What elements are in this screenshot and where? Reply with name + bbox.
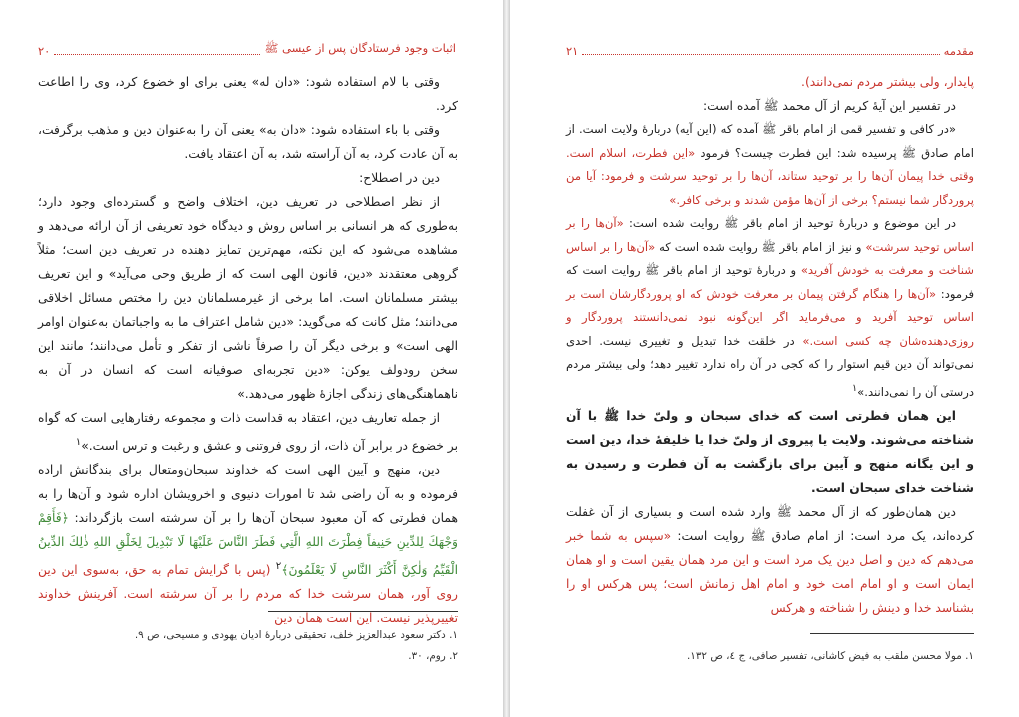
paragraph: [38, 406, 458, 458]
hadith-text: «در کافی و تفسیر قمی از امام باقر ﷺ آمده که (این آیه) دربارهٔ ولایت است. از امام صادق ﷺ پرسیده شد: این فطرت چیست؟ فرمود: [566, 122, 974, 160]
paragraph-text: دین، منهج و آیین الهی است که خداوند سبحان‌ومتعال برای بندگانش اراده فرموده و به آن راضی شد تا امورات دنیوی و اخرویشان اداره شود و آن‌ها را به همان فطرتی که آن معبود سبحان آن‌ها را بر آن سرشته است بازگرداند:: [38, 463, 458, 526]
hadith-highlight: «این فطرت، اسلام است. وقتی خدا پیمان آن‌ها را بر توحید ستاند، آن‌ها را بر توحید سرشت و فرمود: آیا من پروردگار شما نیستم؟ برخی از آن‌ها مؤمن شدند و برخی کافر.»: [566, 145, 974, 207]
paragraph: [566, 500, 974, 620]
quran-verse: ﴿فَأَقِمْ وَجْهَكَ لِلدِّينِ حَنِيفاً فِطْرَتَ اللهِ الَّتِي فَطَرَ النَّاسَ عَلَيْهَا لَا تَبْدِيلَ لِخَلْقِ اللهِ ذٰلِكَ الدِّينُ الْقَيِّمُ وَلٰكِنَّ أَكْثَرَ النَّاسِ لَا يَعْلَمُونَ﴾: [38, 511, 458, 578]
paragraph: در تفسیر این آیهٔ کریم از آل محمد ﷺ آمده است:: [703, 99, 956, 113]
paragraph-text: دین همان‌طور که از آل محمد ﷺ وارد شده است و بسیاری از آن غفلت کرده‌اند، یک مرد است: از امام صادق ﷺ روایت است:: [566, 504, 974, 543]
quoted-hadith: [566, 212, 974, 404]
continued-translation: پایدار، ولی بیشتر مردم نمی‌دانند).: [801, 75, 974, 89]
right-footnotes: [566, 646, 974, 667]
left-page-header: [38, 40, 456, 58]
verse-translation: (پس با گرایش تمام به حق، به‌سوی این دین روی آور، همان سرشت خدا که مردم را بر آن سرشته است. آفرینش خداوند تغییرپذیر نیست. این است همان دین: [38, 563, 458, 626]
header-dotted-leader: [54, 54, 260, 55]
footnote: ۱. مولا محسن ملقب به فیض کاشانی، تفسیر صافی، ج ٤، ص ۱۳۲.: [686, 650, 974, 662]
right-page: [510, 0, 1019, 717]
paragraph: وقتی با باء استفاده شود: «دان به» یعنی آن را به‌عنوان دین و مذهب برگرفت، به آن عادت کرد، به آن آراسته شد، به آن اعتقاد یافت.: [38, 123, 458, 161]
left-page-body: [38, 70, 458, 630]
footnote-separator: [268, 611, 458, 612]
hadith-text: در این موضوع و دربارهٔ توحید از امام باقر ﷺ روایت شده است:: [629, 216, 956, 230]
left-page-number: ۲۰: [38, 44, 51, 58]
book-spine: [503, 0, 510, 717]
footnote: ۲. روم، ۳۰.: [408, 650, 458, 662]
quoted-hadith: [566, 118, 974, 212]
paragraph: وقتی با لام استفاده شود: «دان له» یعنی برای او خضوع کرد، وی را اطاعت کرد.: [38, 75, 458, 113]
footnote-ref: ۱: [851, 382, 858, 394]
left-page-running-title: اثبات وجود فرستادگان پس از عیسی ﷺ: [264, 41, 456, 55]
footnote-separator: [810, 633, 974, 634]
paragraph: [38, 458, 458, 630]
left-footnotes: [38, 625, 458, 667]
emphasis-paragraph: این همان فطرتی است که خدای سبحان و ولیّ خدا ﷺ با آن شناخته می‌شوند. ولایت یا پیروی از ولیّ خدا یا خلیفهٔ خدا، دین است و این یگانه منهج و آیین برای بازگشت به آن فطرت و رسیدن به شناخت خدای سبحان است.: [566, 408, 974, 495]
hadith-highlight: «آن‌ها را بر اساس توحید سرشت»: [566, 216, 974, 254]
footnote: ۱. دکتر سعود عبدالعزیز خلف، تحقیقی دربارهٔ ادیان یهودی و مسیحی، ص ۹.: [134, 629, 458, 641]
hadith-text: در خلقت خدا تبدیل و تغییری نیست. احدی نمی‌تواند آن دین قیم استوار را که کجی در آن راه ندارد تغییر دهد؛ ولی بیشتر مردم درستی آن را نمی‌دانند.»: [566, 333, 974, 399]
header-dotted-leader: [582, 54, 939, 55]
hadith-highlight: «آن‌ها را بر اساس شناخت و معرفت به خودش آفرید»: [566, 239, 974, 277]
footnote-ref: ۱: [75, 436, 82, 448]
footnote-ref: ۲: [275, 560, 282, 573]
right-page-number: ۲۱: [566, 44, 579, 58]
paragraph: از نظر اصطلاحی در تعریف دین، اختلاف واضح و گسترده‌ای وجود دارد؛ به‌طوری که هر انسانی بر اساس روش و دیدگاه خود تعریفی از آن ارائه می‌دهد و مشاهده می‌شود که این نکته، مهم‌ترین تمایز دهنده در تعریف دین است؛ مثلاً گروهی معتقدند «دین، قانون الهی است که از طریق وحی می‌آید» و این تعریف بیشتر مسلمانان است. اما برخی از غیرمسلمانان دین را مختص مسائل اخلاقی می‌دانند؛ مثل کانت که می‌گوید: «دین شامل اعتراف ما به واجباتمان به‌عنوان اوامر الهی است» و برخی دیگر آن را صرفاً ناشی از تفکر و تأمل می‌دانند؛ مانند این سخن رودولف یوکن: «دین تجربه‌ای صوفیانه است که انسان در آن به ناهماهنگی‌های زندگی اجازهٔ ظهور می‌دهد.»: [38, 195, 458, 401]
hadith-highlight: «سپس به شما خبر می‌دهم که دین و اصل دین یک مرد است و این مرد همان یقین است و او همان ایمان است و او امام امت خود و امام اهل زمانش است؛ پس هرکس او را بشناسد خدا و دینش را شناخته و هرکس: [566, 528, 974, 615]
right-page-body: [566, 70, 974, 620]
right-page-header: [566, 40, 974, 58]
hadith-highlight: «آن‌ها را هنگام گرفتن پیمان بر معرفت خودش که او پروردگارشان است بر اساس توحید آفرید و می‌فرماید اگر این‌گونه نبود نمی‌دانستند پروردگار و روزی‌دهنده‌شان چه کسی است.»: [566, 286, 974, 348]
left-page: [0, 0, 503, 717]
paragraph-text: از جمله تعاریف دین، اعتقاد به قداست ذات و مجموعه رفتارهایی است که گواه بر خضوع در برابر آن ذات، از روی فروتنی و عشق و رغبت و ترس است.»: [38, 411, 458, 454]
hadith-text: و دربارهٔ توحید از امام باقر ﷺ روایت است که فرمود:: [566, 263, 975, 301]
section-heading: دین در اصطلاح:: [359, 171, 440, 185]
hadith-text: و نیز از امام باقر ﷺ روایت شده است که: [659, 239, 862, 254]
right-page-running-title: مقدمه: [943, 44, 974, 58]
